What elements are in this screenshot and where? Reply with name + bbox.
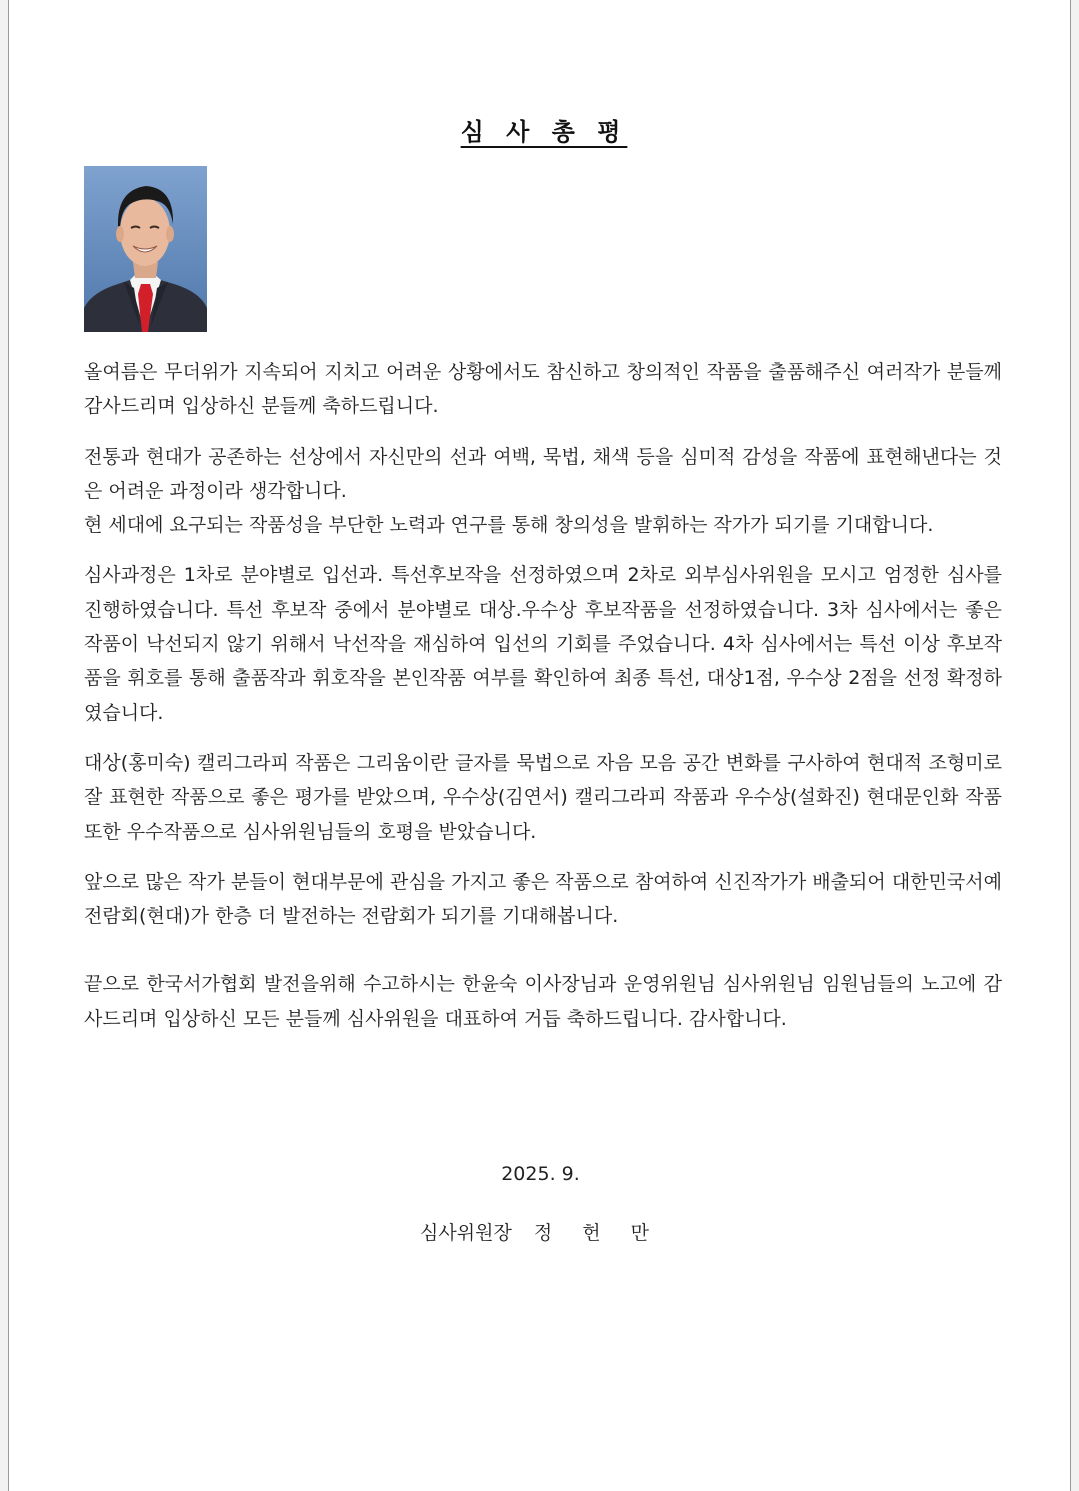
paragraph: 전통과 현대가 공존하는 선상에서 자신만의 선과 여백, 묵법, 채색 등을 심미적 감성을 작품에 표현해낸다는 것은 어려운 과정이라 생각합니다. — [84, 445, 1002, 502]
chairman-portrait — [84, 166, 207, 332]
document-title — [9, 112, 1072, 147]
document-page — [8, 0, 1071, 1491]
paragraph: 끝으로 한국서가협회 발전을위해 수고하시는 한윤숙 이사장님과 운영위원님 심사위원님 임원님들의 노고에 감사드리며 입상하신 모든 분들께 심사위원을 대표하여 거듭 축하드립니다. 감사합니다. — [84, 973, 1002, 1030]
document-body — [84, 355, 1002, 1052]
signature-role: 심사위원장 — [420, 1222, 512, 1244]
paragraph: 심사과정은 1차로 분야별로 입선과. 특선후보작을 선정하였으며 2차로 외부심사위원을 모시고 엄정한 심사를 진행하였습니다. 특선 후보작 중에서 분야별로 대상.우수상 후보작품을 선정하였습니다. 3차 심사에서는 좋은 작품이 낙선되지 않기 위해서 낙선작을 재심하여 입선의 기회를 주었습니다. 4차 심사에서는 특선 이상 후보작품을 휘호를 통해 출품작과 휘호작을 본인작품 여부를 확인하여 최종 특선, 대상1점, 우수상 2점을 선정 확정하였습니다. — [84, 564, 1002, 724]
paragraph: 현 세대에 요구되는 작품성을 부단한 노력과 연구를 통해 창의성을 발휘하는 작가가 되기를 기대합니다. — [84, 514, 934, 537]
title-text: 심 사 총 평 — [460, 118, 628, 146]
document-date: 2025. 9. — [501, 1163, 580, 1185]
signature-line — [9, 1218, 1072, 1245]
paragraph: 올여름은 무더위가 지속되어 지치고 어려운 상황에서도 참신하고 창의적인 작품을 출품해주신 여러작가 분들께 감사드리며 입상하신 분들께 축하드립니다. — [84, 361, 1002, 418]
paragraph: 앞으로 많은 작가 분들이 현대부문에 관심을 가지고 좋은 작품으로 참여하여 신진작가가 배출되어 대한민국서예전람회(현대)가 한층 더 발전하는 전람회가 되기를 기대해봅니다. — [84, 870, 1002, 928]
portrait-photo-icon — [84, 166, 207, 332]
signature-name: 정 헌 만 — [533, 1222, 661, 1244]
paragraph: 대상(홍미숙) 캘리그라피 작품은 그리움이란 글자를 묵법으로 자음 모음 공간 변화를 구사하여 현대적 조형미로 잘 표현한 작품으로 좋은 평가를 받았으며, 우수상(김연서) 캘리그라피 작품과 우수상(설화진) 현대문인화 작품 또한 우수작품으로 심사위원님들의 호평을 받았습니다. — [84, 751, 1003, 843]
